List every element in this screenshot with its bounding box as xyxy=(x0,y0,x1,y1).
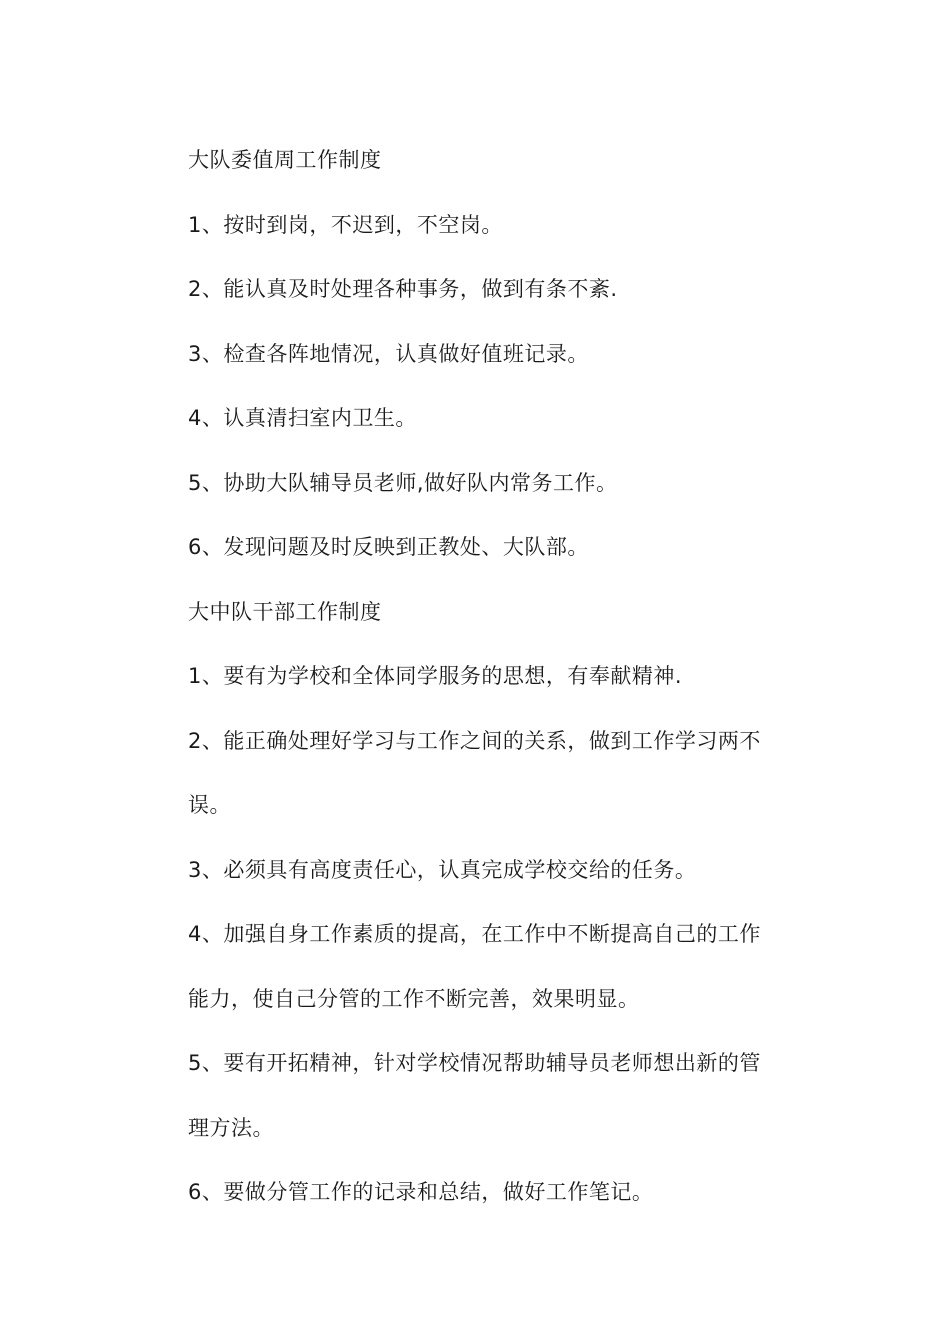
paragraph-line: 理方法。 xyxy=(188,1115,274,1140)
paragraph-line: 5、协助大队辅导员老师,做好队内常务工作。 xyxy=(188,470,618,495)
paragraph-line: 3、必须具有高度责任心，认真完成学校交给的任务。 xyxy=(188,857,697,882)
paragraph-line: 2、能正确处理好学习与工作之间的关系，做到工作学习两不 xyxy=(188,728,761,753)
paragraph-line: 4、认真清扫室内卫生。 xyxy=(188,406,417,430)
document-body xyxy=(188,128,788,1225)
section-title-duty: 大队委值周工作制度 xyxy=(188,148,382,172)
paragraph-line: 5、要有开拓精神，针对学校情况帮助辅导员老师想出新的管 xyxy=(188,1051,761,1075)
section-title-cadre: 大中队干部工作制度 xyxy=(188,599,382,624)
paragraph-line: 1、要有为学校和全体同学服务的思想，有奉献精神. xyxy=(188,664,683,688)
paragraph-line: 2、能认真及时处理各种事务，做到有条不紊. xyxy=(188,277,618,301)
paragraph-line: 1、按时到岗，不迟到，不空岗。 xyxy=(188,212,503,237)
paragraph-line: 6、要做分管工作的记录和总结，做好工作笔记。 xyxy=(188,1180,654,1204)
paragraph-line: 3、检查各阵地情况，认真做好值班记录。 xyxy=(188,341,589,366)
paragraph-line: 6、发现问题及时反映到正教处、大队部。 xyxy=(188,535,589,559)
paragraph-line: 误。 xyxy=(188,793,231,817)
paragraph-line: 4、加强自身工作素质的提高，在工作中不断提高自己的工作 xyxy=(188,922,761,946)
paragraph-line: 能力，使自己分管的工作不断完善，效果明显。 xyxy=(188,986,640,1011)
